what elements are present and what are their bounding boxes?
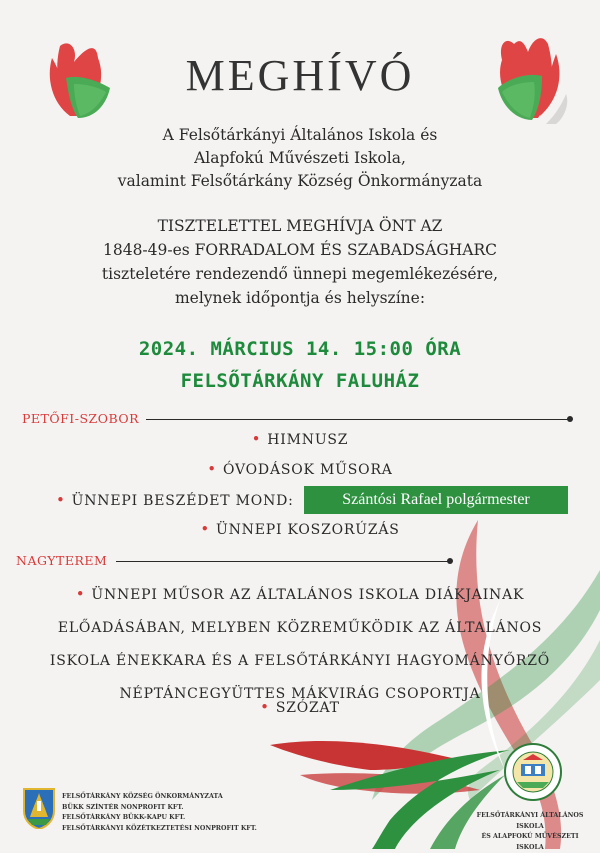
divider-end-dot bbox=[447, 558, 453, 564]
program-item: • ÓVODÁSOK MŰSORA bbox=[207, 460, 393, 478]
school-name: FELSŐTÁRKÁNYI ÁLTALÁNOS ISKOLA ÉS ALAPFOKÚ MŰVÉSZETI ISKOLA bbox=[476, 812, 584, 851]
page-title: MEGHÍVÓ bbox=[185, 51, 415, 100]
section-label-nagyterem: NAGYTEREM bbox=[16, 553, 108, 568]
program-item-speech: • ÜNNEPI BESZÉDET MOND: bbox=[56, 491, 294, 509]
speaker-badge: Szántósi Rafael polgármester bbox=[304, 486, 568, 514]
section-divider bbox=[116, 561, 450, 562]
program-item: • ÜNNEPI KOSZORÚZÁS bbox=[200, 520, 400, 538]
coat-of-arms-icon bbox=[22, 787, 56, 829]
section-divider bbox=[146, 419, 570, 420]
program-item-closing: • SZÓZAT bbox=[260, 698, 340, 716]
event-venue: FELSŐTÁRKÁNY FALUHÁZ bbox=[180, 370, 420, 392]
event-datetime: 2024. MÁRCIUS 14. 15:00 ÓRA bbox=[138, 338, 462, 360]
organizations-list: FELSŐTÁRKÁNY KÖZSÉG ÖNKORMÁNYZATA BÜKK SZÍNTÉR NONPROFIT KFT. FELSŐTÁRKÁNY BÜKK-KAPU KFT. FELSŐTÁRKÁNYI KÖZÉTKEZTETÉSI NONPROFIT KFT. bbox=[62, 793, 257, 832]
school-emblem-icon bbox=[503, 742, 563, 802]
program-item: • HIMNUSZ bbox=[251, 430, 349, 448]
divider-end-dot bbox=[567, 416, 573, 422]
intro-text: A Felsőtárkányi Általános Iskola és Alapfokú Művészeti Iskola, valamint Felsőtárkány Község Önkormányzata bbox=[117, 126, 483, 190]
section-label-petofi: PETŐFI-SZOBOR bbox=[22, 411, 140, 426]
invitation-text: TISZTELETTEL MEGHÍVJA ÖNT AZ 1848-49-es FORRADALOM ÉS SZABADSÁGHARC tiszteletére rendezendő ünnepi megemlékezésére, melynek időpontja és helyszíne: bbox=[101, 217, 499, 307]
program-paragraph: • ÜNNEPI MŰSOR AZ ÁLTALÁNOS ISKOLA DIÁKJAINAK ELŐADÁSÁBAN, MELYBEN KÖZREMŰKÖDIK AZ ÁLTALÁNOS ISKOLA ÉNEKKARA ÉS A FELSŐTÁRKÁNYI HAGYOMÁNYŐRZŐ NÉPTÁNCEGYÜTTES MÁKVIRÁG CSOPORTJA bbox=[49, 585, 551, 702]
